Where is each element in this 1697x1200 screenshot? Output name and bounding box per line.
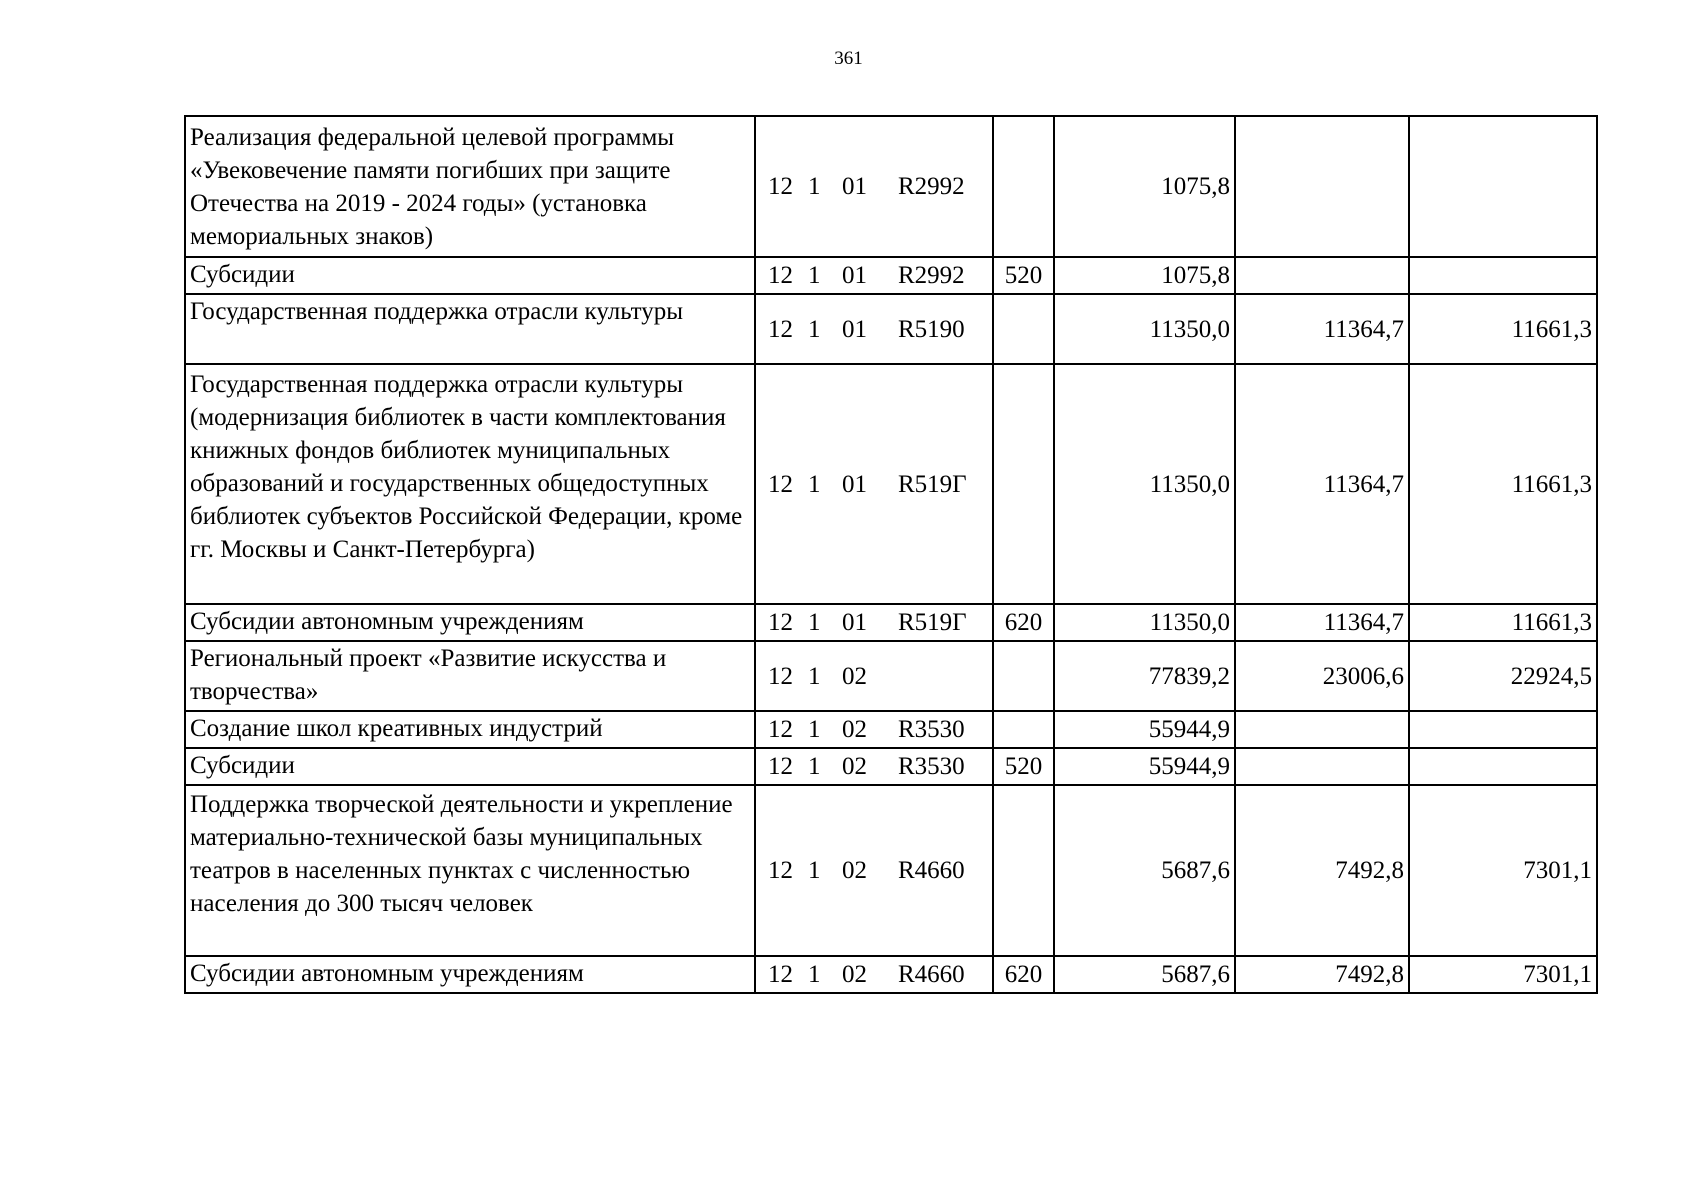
code-section: 12 bbox=[768, 716, 793, 743]
code-direction: R3530 bbox=[898, 716, 965, 743]
amount-year-2 bbox=[1235, 711, 1409, 748]
code-direction: R4660 bbox=[898, 961, 965, 988]
code-subprogram: 1 bbox=[808, 173, 821, 200]
table-row bbox=[185, 711, 1597, 748]
amount-year-3: 11661,3 bbox=[1409, 294, 1597, 364]
row-codes bbox=[755, 785, 993, 956]
amount-year-1: 5687,6 bbox=[1054, 956, 1235, 993]
row-description: Субсидии автономным учреждениям bbox=[185, 956, 755, 993]
table-row bbox=[185, 116, 1597, 257]
code-item: 02 bbox=[842, 662, 867, 690]
amount-year-1: 77839,2 bbox=[1054, 641, 1235, 711]
row-description: Реализация федеральной целевой программы «Увековечение памяти погибших при защите Отечества на 2019 - 2024 годы» (установка мемориальных знаков) bbox=[185, 116, 755, 257]
code-expense-type: 520 bbox=[993, 748, 1054, 785]
code-expense-type: 520 bbox=[993, 257, 1054, 294]
row-description: Государственная поддержка отрасли культуры bbox=[185, 294, 755, 364]
code-section: 12 bbox=[768, 173, 793, 200]
table-row bbox=[185, 257, 1597, 294]
row-codes bbox=[755, 257, 993, 294]
amount-year-2: 23006,6 bbox=[1235, 641, 1409, 711]
row-codes bbox=[755, 956, 993, 993]
amount-year-1: 5687,6 bbox=[1054, 785, 1235, 956]
row-codes bbox=[755, 364, 993, 604]
amount-year-1: 11350,0 bbox=[1054, 294, 1235, 364]
amount-year-1: 11350,0 bbox=[1054, 364, 1235, 604]
code-direction: R2992 bbox=[898, 262, 965, 289]
amount-year-2: 11364,7 bbox=[1235, 604, 1409, 641]
code-section: 12 bbox=[768, 662, 793, 690]
code-section: 12 bbox=[768, 262, 793, 289]
code-section: 12 bbox=[768, 470, 793, 498]
code-subprogram: 1 bbox=[808, 315, 821, 343]
code-subprogram: 1 bbox=[808, 609, 821, 636]
amount-year-1: 11350,0 bbox=[1054, 604, 1235, 641]
code-subprogram: 1 bbox=[808, 262, 821, 289]
amount-year-3: 11661,3 bbox=[1409, 364, 1597, 604]
table-row bbox=[185, 641, 1597, 711]
amount-year-1: 1075,8 bbox=[1054, 116, 1235, 257]
code-direction: R2992 bbox=[898, 173, 965, 200]
code-section: 12 bbox=[768, 753, 793, 780]
code-expense-type bbox=[993, 785, 1054, 956]
amount-year-3: 22924,5 bbox=[1409, 641, 1597, 711]
table-row bbox=[185, 956, 1597, 993]
code-subprogram: 1 bbox=[808, 753, 821, 780]
code-subprogram: 1 bbox=[808, 961, 821, 988]
amount-year-2 bbox=[1235, 748, 1409, 785]
code-item: 01 bbox=[842, 315, 867, 343]
code-expense-type bbox=[993, 364, 1054, 604]
row-codes bbox=[755, 604, 993, 641]
code-item: 01 bbox=[842, 470, 867, 498]
amount-year-3: 7301,1 bbox=[1409, 785, 1597, 956]
amount-year-3: 11661,3 bbox=[1409, 604, 1597, 641]
code-item: 01 bbox=[842, 609, 867, 636]
code-expense-type bbox=[993, 711, 1054, 748]
code-item: 02 bbox=[842, 961, 867, 988]
code-section: 12 bbox=[768, 609, 793, 636]
code-subprogram: 1 bbox=[808, 470, 821, 498]
row-description: Региональный проект «Развитие искусства и творчества» bbox=[185, 641, 755, 711]
page-number: 361 bbox=[834, 48, 863, 69]
budget-table bbox=[184, 115, 1598, 994]
code-expense-type bbox=[993, 116, 1054, 257]
code-subprogram: 1 bbox=[808, 662, 821, 690]
row-description: Субсидии автономным учреждениям bbox=[185, 604, 755, 641]
table-row bbox=[185, 294, 1597, 364]
row-description: Создание школ креативных индустрий bbox=[185, 711, 755, 748]
row-description: Поддержка творческой деятельности и укрепление материально-технической базы муниципальных театров в населенных пунктах с численностью населения до 300 тысяч человек bbox=[185, 785, 755, 956]
row-codes bbox=[755, 294, 993, 364]
code-item: 01 bbox=[842, 262, 867, 289]
code-direction: R5190 bbox=[898, 315, 965, 343]
code-direction: R519Г bbox=[898, 609, 967, 636]
amount-year-3 bbox=[1409, 257, 1597, 294]
code-expense-type bbox=[993, 294, 1054, 364]
amount-year-1: 1075,8 bbox=[1054, 257, 1235, 294]
row-codes bbox=[755, 748, 993, 785]
code-section: 12 bbox=[768, 315, 793, 343]
amount-year-3: 7301,1 bbox=[1409, 956, 1597, 993]
code-item: 02 bbox=[842, 716, 867, 743]
table-row bbox=[185, 785, 1597, 956]
code-subprogram: 1 bbox=[808, 857, 821, 884]
row-codes bbox=[755, 711, 993, 748]
amount-year-1: 55944,9 bbox=[1054, 748, 1235, 785]
amount-year-3 bbox=[1409, 748, 1597, 785]
code-expense-type bbox=[993, 641, 1054, 711]
row-codes bbox=[755, 116, 993, 257]
code-section: 12 bbox=[768, 857, 793, 884]
code-expense-type: 620 bbox=[993, 956, 1054, 993]
table-row bbox=[185, 364, 1597, 604]
code-direction: R3530 bbox=[898, 753, 965, 780]
amount-year-2 bbox=[1235, 257, 1409, 294]
code-item: 02 bbox=[842, 753, 867, 780]
amount-year-3 bbox=[1409, 116, 1597, 257]
amount-year-2: 7492,8 bbox=[1235, 956, 1409, 993]
row-codes bbox=[755, 641, 993, 711]
amount-year-2: 11364,7 bbox=[1235, 364, 1409, 604]
amount-year-1: 55944,9 bbox=[1054, 711, 1235, 748]
code-section: 12 bbox=[768, 961, 793, 988]
row-description: Государственная поддержка отрасли культуры (модернизация библиотек в части комплектования книжных фондов библиотек муниципальных образований и государственных общедоступных библиотек субъектов Российской Федерации, кроме гг. Москвы и Санкт-Петербурга) bbox=[185, 364, 755, 604]
code-item: 01 bbox=[842, 173, 867, 200]
amount-year-2 bbox=[1235, 116, 1409, 257]
amount-year-3 bbox=[1409, 711, 1597, 748]
row-description: Субсидии bbox=[185, 257, 755, 294]
code-item: 02 bbox=[842, 857, 867, 884]
code-direction: R4660 bbox=[898, 857, 965, 884]
row-description: Субсидии bbox=[185, 748, 755, 785]
code-direction: R519Г bbox=[898, 470, 967, 498]
code-expense-type: 620 bbox=[993, 604, 1054, 641]
code-subprogram: 1 bbox=[808, 716, 821, 743]
amount-year-2: 11364,7 bbox=[1235, 294, 1409, 364]
amount-year-2: 7492,8 bbox=[1235, 785, 1409, 956]
table-row bbox=[185, 748, 1597, 785]
table-row bbox=[185, 604, 1597, 641]
